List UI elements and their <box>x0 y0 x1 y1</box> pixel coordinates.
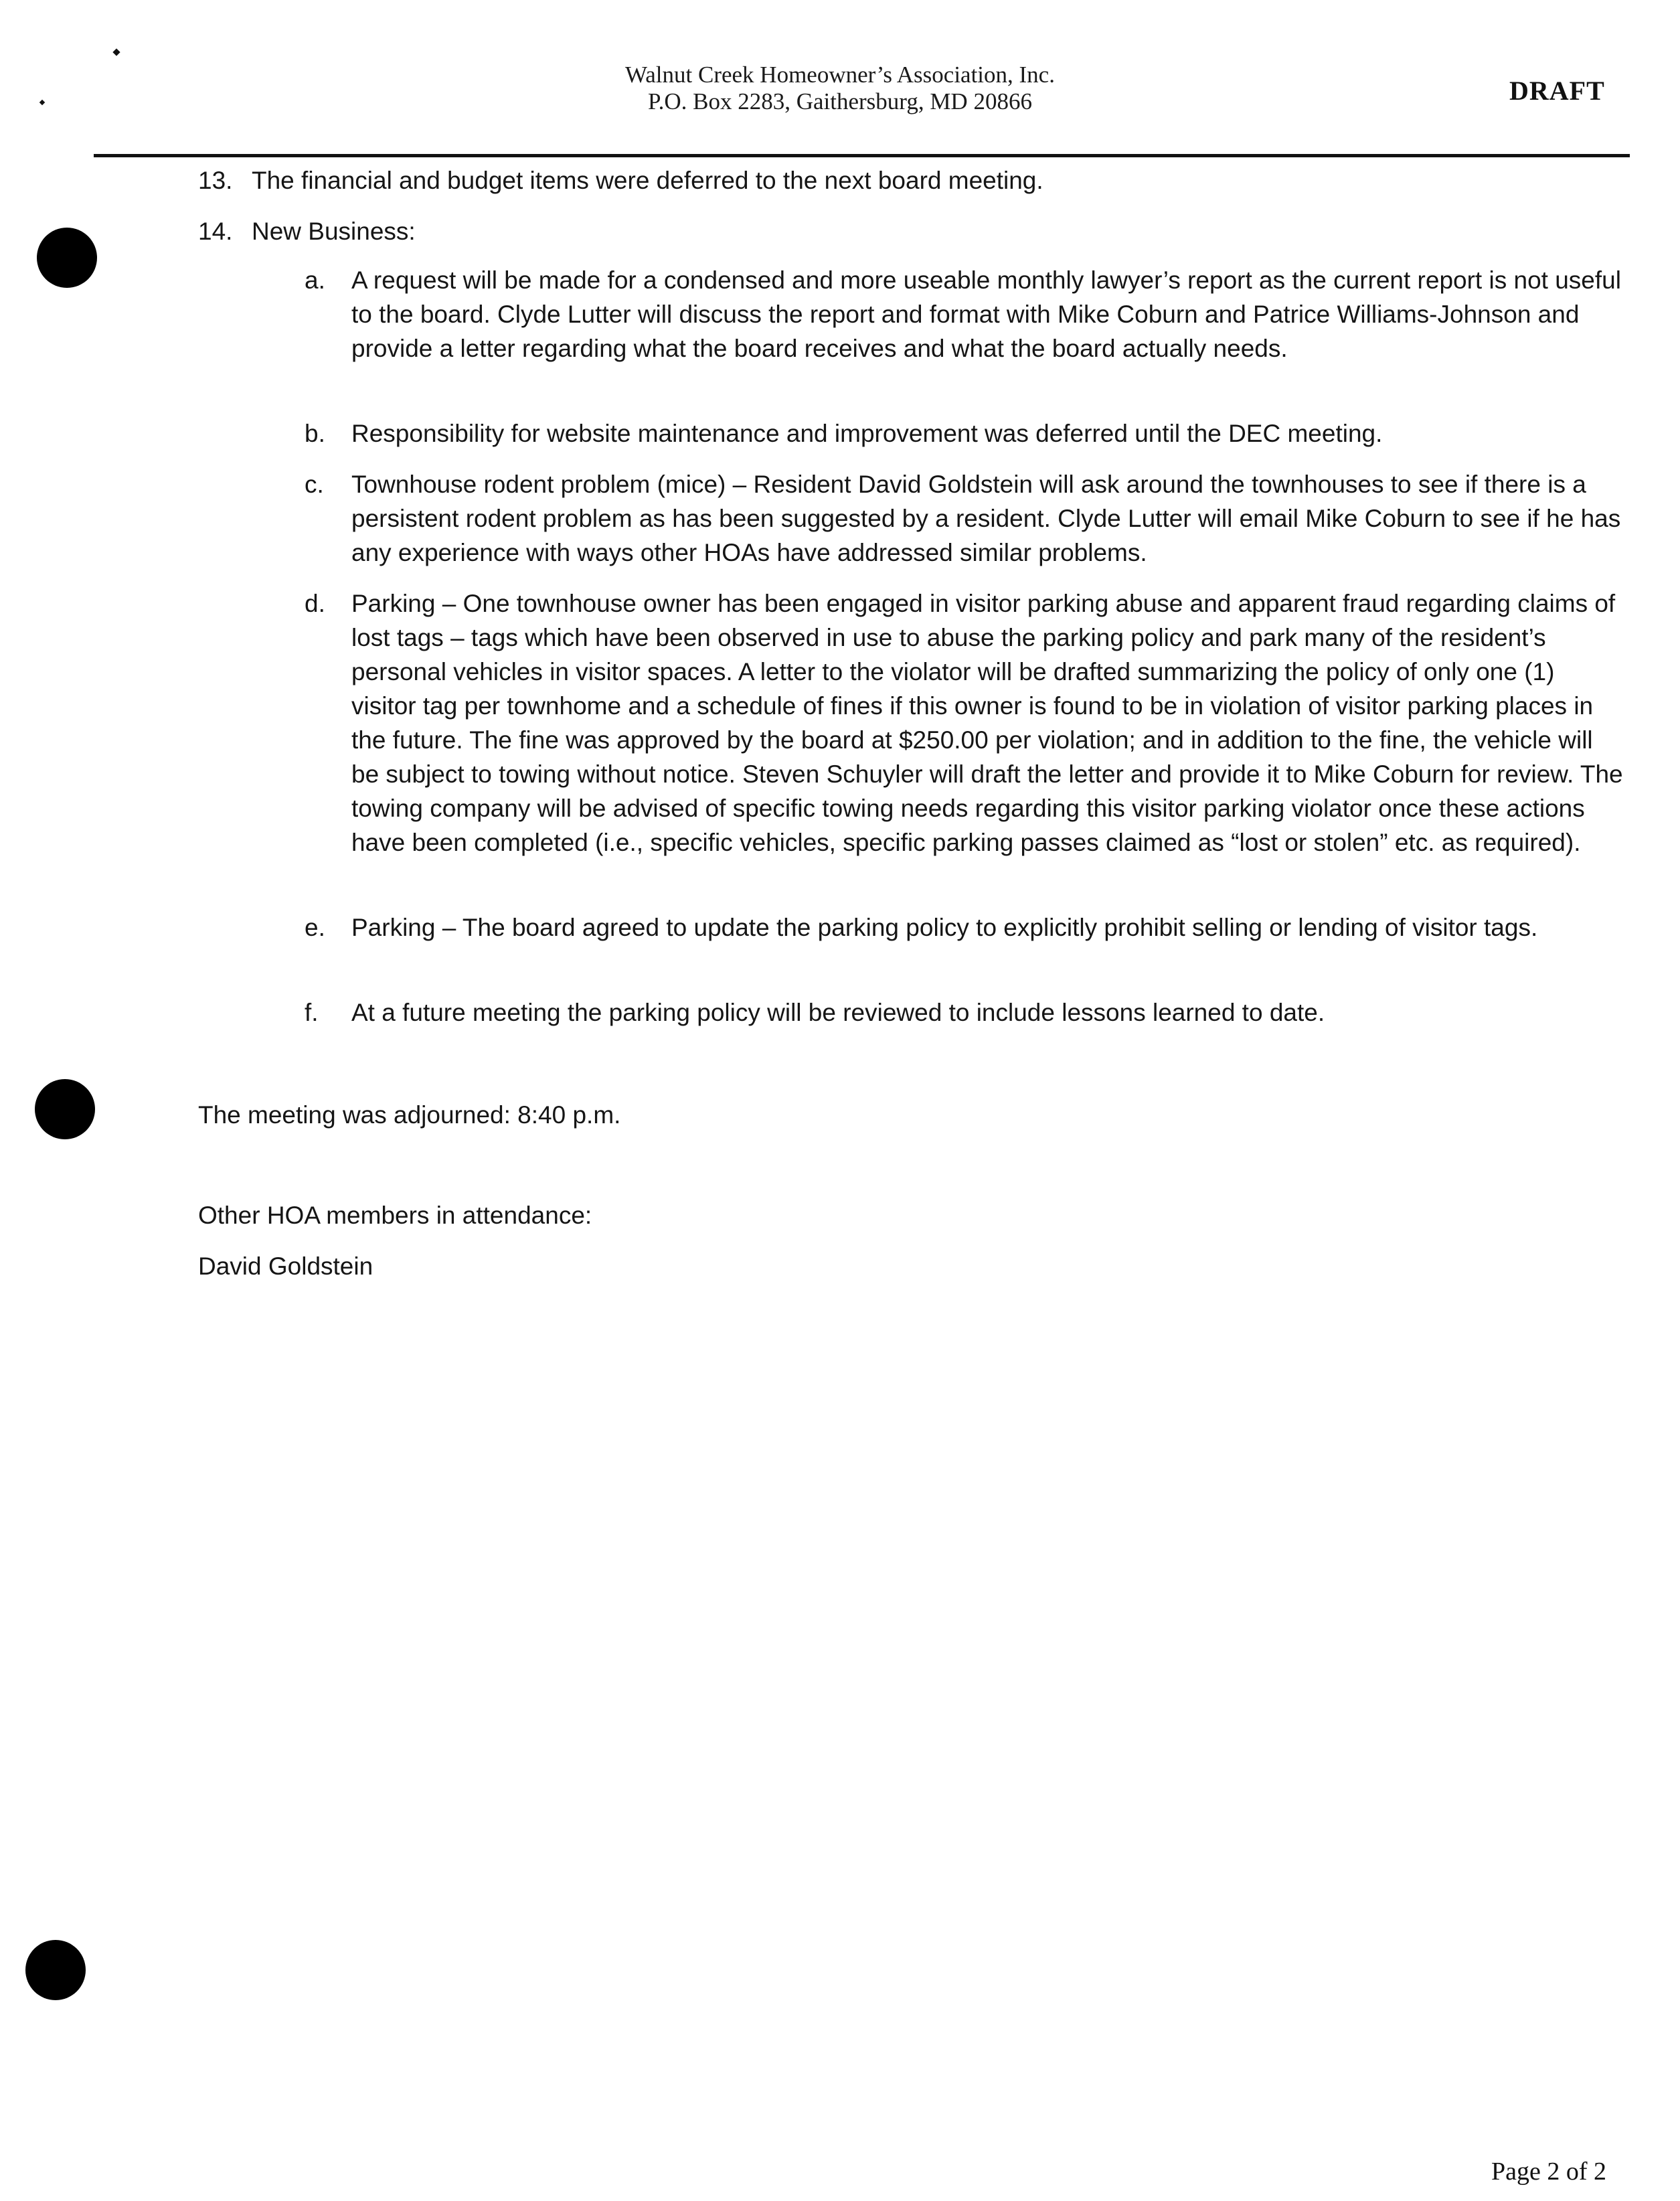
item-text: Parking – One townhouse owner has been engaged in visitor parking abuse and apparent fraud regarding claims of lost tags – tags which have been observed in use to abuse the parking policy and park many of the resident’s personal vehicles in visitor spaces. A letter to the violator will be drafted summarizing the policy of only one (1) visitor tag per townhome and a schedule of fines if this owner is found to be in violation of visitor parking places in the future. The fine was approved by the board at $250.00 per violation; and in addition to the fine, the vehicle will be subject to towing without notice. Steven Schuyler will draft the letter and provide it to Mike Coburn for review. The towing company will be advised of specific towing needs regarding this visitor parking violator once these actions have been completed (i.e., specific vehicles, specific parking passes claimed as “lost or stolen” etc. as required). <box>351 590 1623 856</box>
attendance-member: David Goldstein <box>198 1252 373 1280</box>
adjourned-line: The meeting was adjourned: 8:40 p.m. <box>198 1101 621 1129</box>
item-letter: a. <box>305 266 325 294</box>
item-text: The financial and budget items were deferred to the next board meeting. <box>252 167 1043 194</box>
item-letter: f. <box>305 999 319 1026</box>
organization-name: Walnut Creek Homeowner’s Association, Inc. <box>625 62 1055 88</box>
item-letter: d. <box>305 590 325 617</box>
punch-hole-bottom <box>25 1940 86 2000</box>
draft-stamp: DRAFT <box>1509 76 1605 106</box>
item-number: 14. <box>198 218 233 245</box>
item-text: Parking – The board agreed to update the parking policy to explicitly prohibit selling or lending of visitor tags. <box>351 914 1538 941</box>
item-text: New Business: <box>252 218 416 245</box>
item-text: A request will be made for a condensed and more useable monthly lawyer’s report as the current report is not useful to the board. Clyde Lutter will discuss the report and format with Mike Coburn and Patrice Williams-Johnson and provide a letter regarding what the board receives and what the board actually needs. <box>351 266 1621 362</box>
item-text: At a future meeting the parking policy will be reviewed to include lessons learned to date. <box>351 999 1325 1026</box>
punch-hole-top <box>37 228 97 288</box>
page-number: Page 2 of 2 <box>1491 2157 1607 2186</box>
attendance-heading: Other HOA members in attendance: <box>198 1202 592 1229</box>
item-letter: b. <box>305 420 325 447</box>
item-text: Townhouse rodent problem (mice) – Resident David Goldstein will ask around the townhouses to see if there is a persistent rodent problem as has been suggested by a resident. Clyde Lutter will email Mike Coburn to see if he has any experience with ways other HOAs have addressed similar problems. <box>351 471 1621 566</box>
item-text: Responsibility for website maintenance and improvement was deferred until the DEC meeting. <box>351 420 1383 447</box>
item-number: 13. <box>198 167 233 194</box>
organization-address: P.O. Box 2283, Gaithersburg, MD 20866 <box>648 88 1032 114</box>
item-letter: c. <box>305 471 324 498</box>
punch-hole-middle <box>35 1079 95 1139</box>
item-letter: e. <box>305 914 325 941</box>
letterhead <box>0 62 1680 115</box>
scan-speck <box>112 48 120 56</box>
header-divider <box>94 154 1630 157</box>
